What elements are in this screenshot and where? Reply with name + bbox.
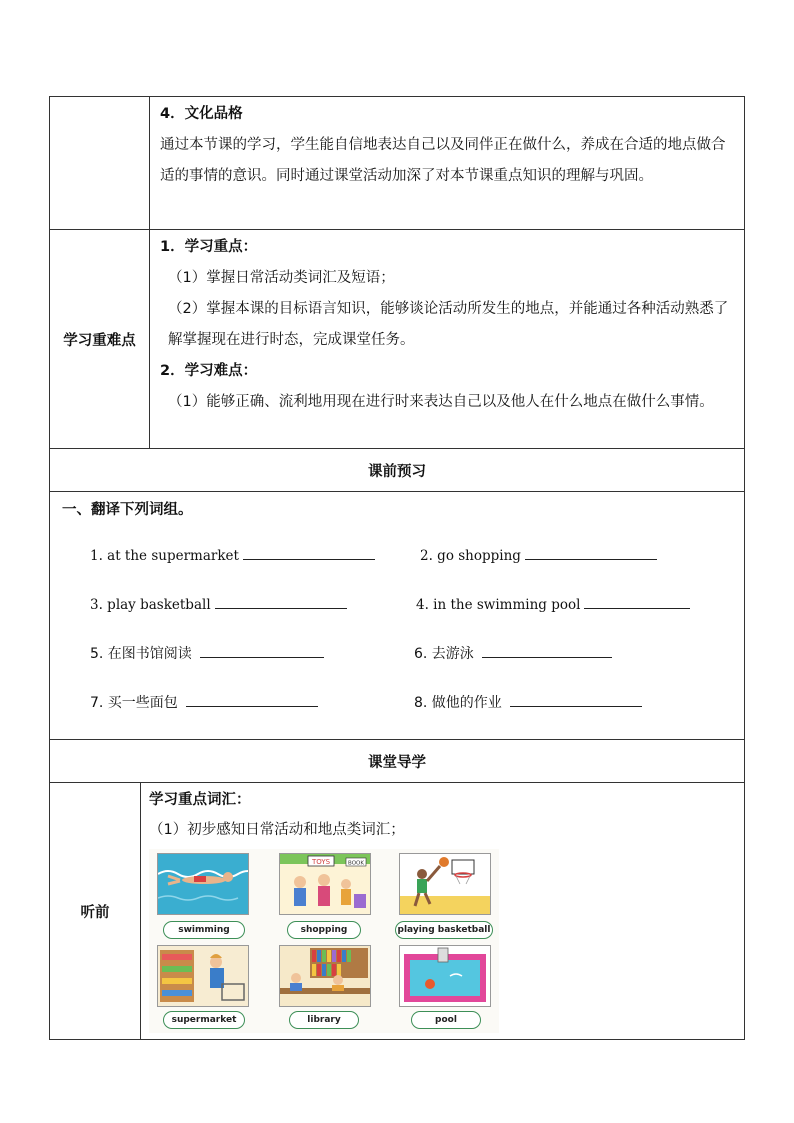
pool-illustration [400, 946, 490, 1006]
vocab-heading: 学习重点词汇： [149, 792, 251, 808]
focus-heading: 1．学习重点： [160, 239, 258, 255]
key-points-label: 学习重难点 [50, 230, 150, 449]
shoppers-illustration [280, 854, 370, 914]
focus-item-1: （1）掌握日常活动类词汇及短语； [168, 270, 395, 286]
label-supermarket: supermarket [163, 1011, 245, 1029]
translation-item-3: 3. play basketball [90, 594, 347, 613]
label-swimming: swimming [163, 921, 245, 939]
translation-task-title: 一、翻译下列词组。 [62, 502, 193, 518]
label-shopping: shopping [287, 921, 361, 939]
translation-item-6: 6. 去游泳 [414, 643, 612, 663]
vocabulary-picture-grid [149, 849, 499, 1033]
swimmer-illustration [158, 854, 248, 914]
culture-label-cell [50, 97, 150, 230]
translation-task-cell [50, 492, 745, 740]
translation-item-8: 8. 做他的作业 [414, 692, 642, 712]
translation-item-1: 1. at the supermarket [90, 545, 375, 564]
answer-blank-4[interactable] [584, 594, 690, 609]
lesson-plan-table [49, 96, 745, 1040]
pre-listening-label: 听前 [50, 783, 141, 1040]
library-illustration [280, 946, 370, 1006]
label-library: library [289, 1011, 359, 1029]
difficulty-item-1: （1）能够正确、流利地用现在进行时来表达自己以及他人在什么地点在做什么事情。 [168, 394, 714, 410]
label-playing-basketball: playing basketball [395, 921, 493, 939]
culture-heading: 4．文化品格 [160, 106, 243, 122]
key-points-row [50, 230, 745, 449]
key-points-content-cell [150, 230, 745, 449]
answer-blank-8[interactable] [510, 692, 642, 707]
pool-picture [399, 945, 491, 1007]
label-pool: pool [411, 1011, 481, 1029]
answer-blank-6[interactable] [482, 643, 612, 658]
supermarket-illustration [158, 946, 248, 1006]
answer-blank-1[interactable] [243, 545, 375, 560]
answer-blank-2[interactable] [525, 545, 657, 560]
pre-listening-content-cell [141, 783, 745, 1040]
translation-item-7: 7. 买一些面包 [90, 692, 318, 712]
translation-item-5: 5. 在图书馆阅读 [90, 643, 324, 663]
culture-row [50, 97, 745, 230]
answer-blank-3[interactable] [215, 594, 347, 609]
focus-item-2: （2）掌握本课的目标语言知识，能够谈论活动所发生的地点，并能通过各种活动熟悉了解掌握现在进行时态，完成课堂任务。 [168, 301, 729, 348]
swimming-picture [157, 853, 249, 915]
difficulty-heading: 2．学习难点： [160, 363, 258, 379]
shopping-picture [279, 853, 371, 915]
svg-text:BOOK: BOOK [348, 860, 364, 867]
answer-blank-5[interactable] [200, 643, 324, 658]
preview-header: 课前预习 [50, 449, 745, 492]
translation-grid [50, 519, 744, 739]
lesson-plan-page [49, 96, 744, 1040]
basketball-player-illustration [400, 854, 490, 914]
culture-text: 通过本节课的学习，学生能自信地表达自己以及同伴正在做什么，养成在合适的地点做合适的事情的意识。同时通过课堂活动加深了对本节课重点知识的理解与巩固。 [160, 137, 726, 184]
classroom-header: 课堂导学 [50, 740, 745, 783]
basketball-picture [399, 853, 491, 915]
vocab-step-1: （1）初步感知日常活动和地点类词汇； [149, 822, 405, 838]
translation-item-2: 2. go shopping [420, 545, 657, 564]
supermarket-picture [157, 945, 249, 1007]
library-picture [279, 945, 371, 1007]
answer-blank-7[interactable] [186, 692, 318, 707]
translation-item-4: 4. in the swimming pool [416, 594, 690, 613]
culture-content-cell [150, 97, 745, 230]
svg-text:TOYS: TOYS [311, 858, 331, 866]
